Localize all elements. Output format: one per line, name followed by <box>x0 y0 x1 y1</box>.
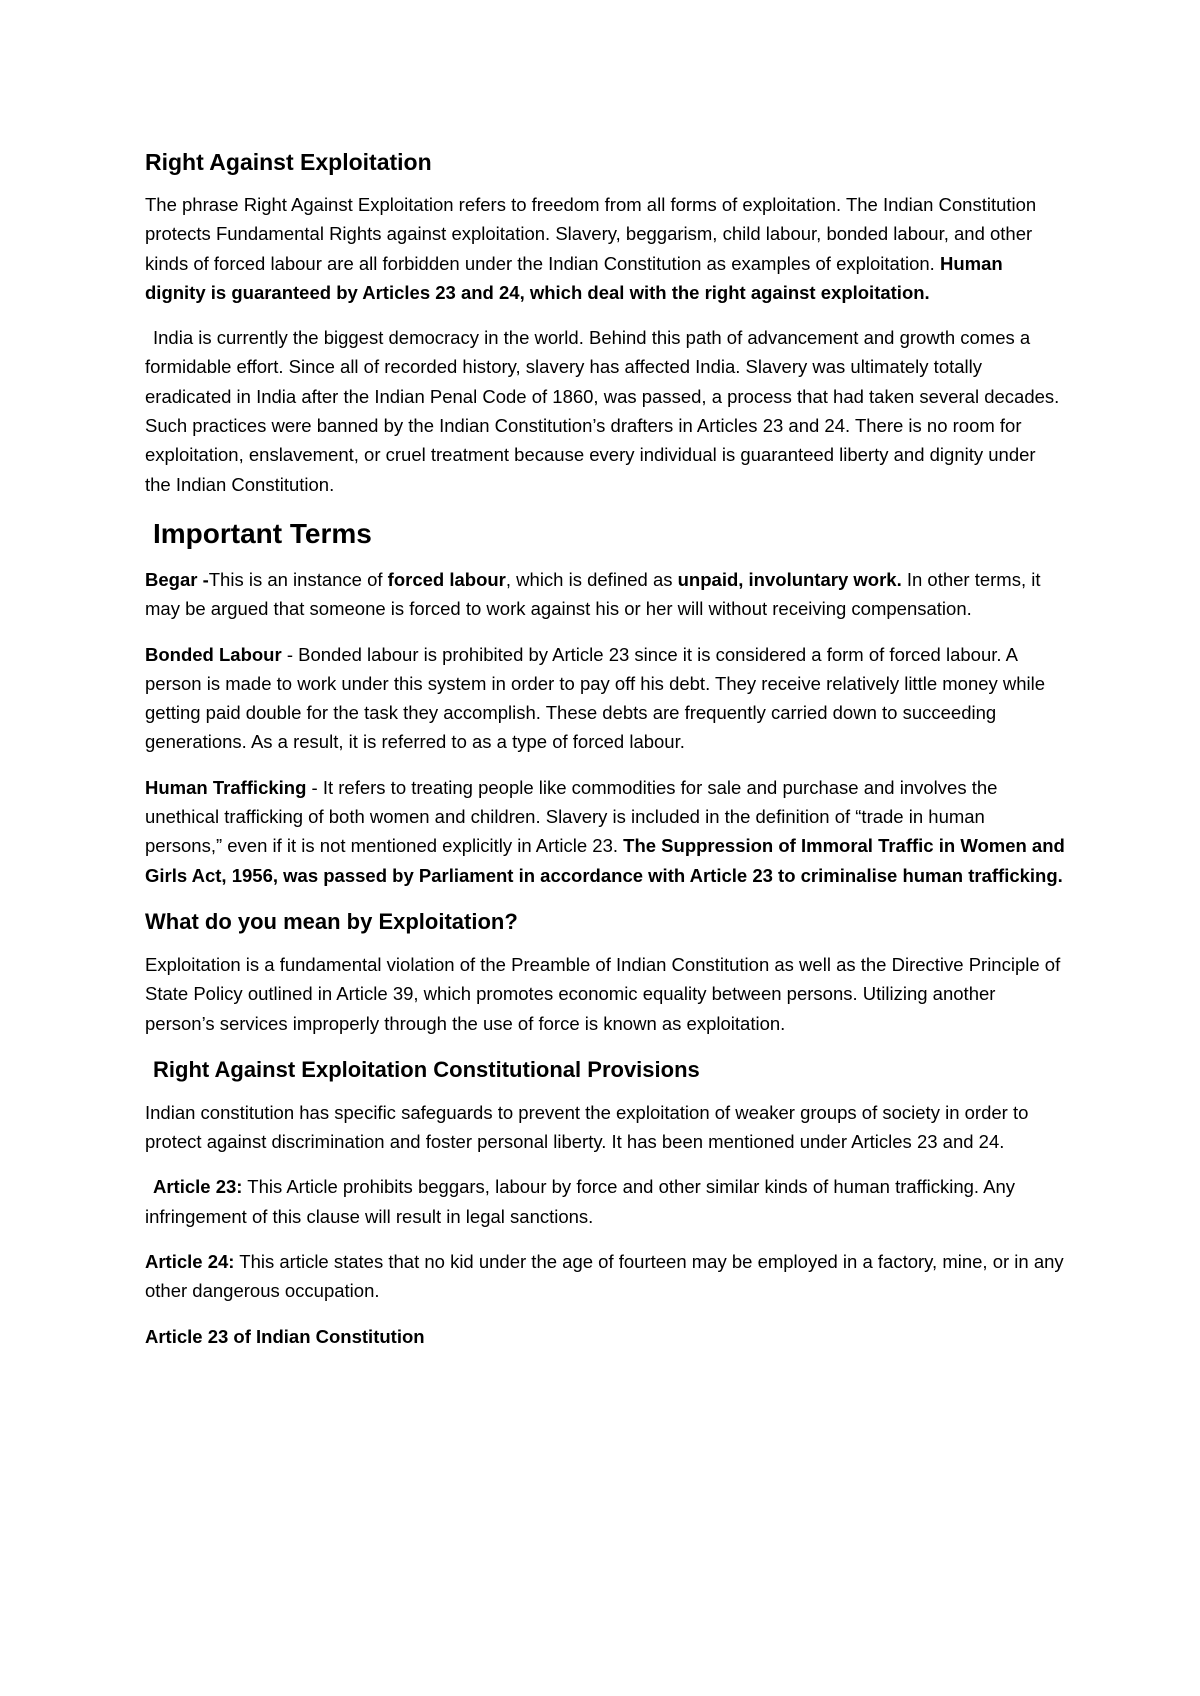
exploitation-heading: What do you mean by Exploitation? <box>145 908 518 934</box>
begar-paragraph <box>145 565 1065 624</box>
article-23-subheading: Article 23 of Indian Constitution <box>145 1325 425 1347</box>
page-title: Right Against Exploitation <box>145 149 432 175</box>
begar-text-3: In other terms, it may be argued that someone is forced to work against his or her will without receiving compensation. <box>145 568 1041 620</box>
provisions-heading: Right Against Exploitation Constitutional Provisions <box>153 1056 700 1082</box>
begar-text-2: , which is defined as <box>505 568 678 590</box>
begar-term: Begar - <box>145 568 209 590</box>
important-terms-heading: Important Terms <box>153 517 372 549</box>
bonded-labour-text: - Bonded labour is prohibited by Article 23 since it is considered a form of forced labour. A person is made to work under this system in order to pay off his debt. They receive relatively little money while getting paid double for the task they accomplish. These debts are frequently carried down to succeeding generations. As a result, it is referred to as a type of forced labour. <box>145 643 1046 753</box>
article-23-label: Article 23: <box>153 1176 243 1198</box>
article-24-paragraph <box>145 1247 1065 1306</box>
article-24-label: Article 24: <box>145 1251 235 1273</box>
begar-bold-1: forced labour <box>387 568 506 590</box>
provisions-paragraph: Indian constitution has specific safeguards to prevent the exploitation of weaker groups of society in order to protect against discrimination and foster personal liberty. It has been mentioned under Articles 23 and 24. <box>145 1101 1029 1153</box>
article-24-text: This article states that no kid under the age of fourteen may be employed in a factory, mine, or in any other dangerous occupation. <box>145 1251 1064 1302</box>
intro-paragraph <box>145 190 1065 307</box>
article-23-text: This Article prohibits beggars, labour by force and other similar kinds of human trafficking. Any infringement of this clause will result in legal sanctions. <box>145 1176 1016 1227</box>
exploitation-paragraph: Exploitation is a fundamental violation of the Preamble of Indian Constitution as well as the Directive Principle of State Policy outlined in Article 39, which promotes economic equality between persons. Utilizing another person’s services improperly through the use of force is known as exploitation. <box>145 953 1061 1034</box>
human-trafficking-paragraph <box>145 773 1065 890</box>
human-trafficking-term: Human Trafficking <box>145 776 307 798</box>
human-trafficking-text: - It refers to treating people like commodities for sale and purchase and involves the unethical trafficking of both women and children. Slavery is included in the definition of “trade in human persons,” even if it is not mentioned explicitly in Article 23. <box>145 776 998 857</box>
article-23-paragraph <box>145 1172 1065 1231</box>
bonded-labour-paragraph <box>145 640 1065 757</box>
document-page <box>145 146 1065 1367</box>
begar-bold-2: unpaid, involuntary work. <box>677 568 902 590</box>
history-paragraph: India is currently the biggest democracy in the world. Behind this path of advancement and growth comes a formidable effort. Since all of recorded history, slavery has affected India. Slavery was ultimately totally eradicated in India after the Indian Penal Code of 1860, was passed, a process that had taken several decades. Such practices were banned by the Indian Constitution’s drafters in Articles 23 and 24. There is no room for exploitation, enslavement, or cruel treatment because every individual is guaranteed liberty and dignity under the Indian Constitution. <box>145 327 1060 495</box>
human-trafficking-bold: The Suppression of Immoral Traffic in Women and Girls Act, 1956, was passed by Parliament in accordance with Article 23 to criminalise human trafficking. <box>145 835 1065 886</box>
intro-bold-text: Human dignity is guaranteed by Articles 23 and 24, which deal with the right against exploitation. <box>145 252 1003 303</box>
begar-text-1: This is an instance of <box>208 568 388 590</box>
bonded-labour-term: Bonded Labour <box>145 643 282 665</box>
intro-text: The phrase Right Against Exploitation refers to freedom from all forms of exploitation. The Indian Constitution protects Fundamental Rights against exploitation. Slavery, beggarism, child labour, bonded labour, and other kinds of forced labour are all forbidden under the Indian Constitution as examples of exploitation. <box>145 194 1037 274</box>
